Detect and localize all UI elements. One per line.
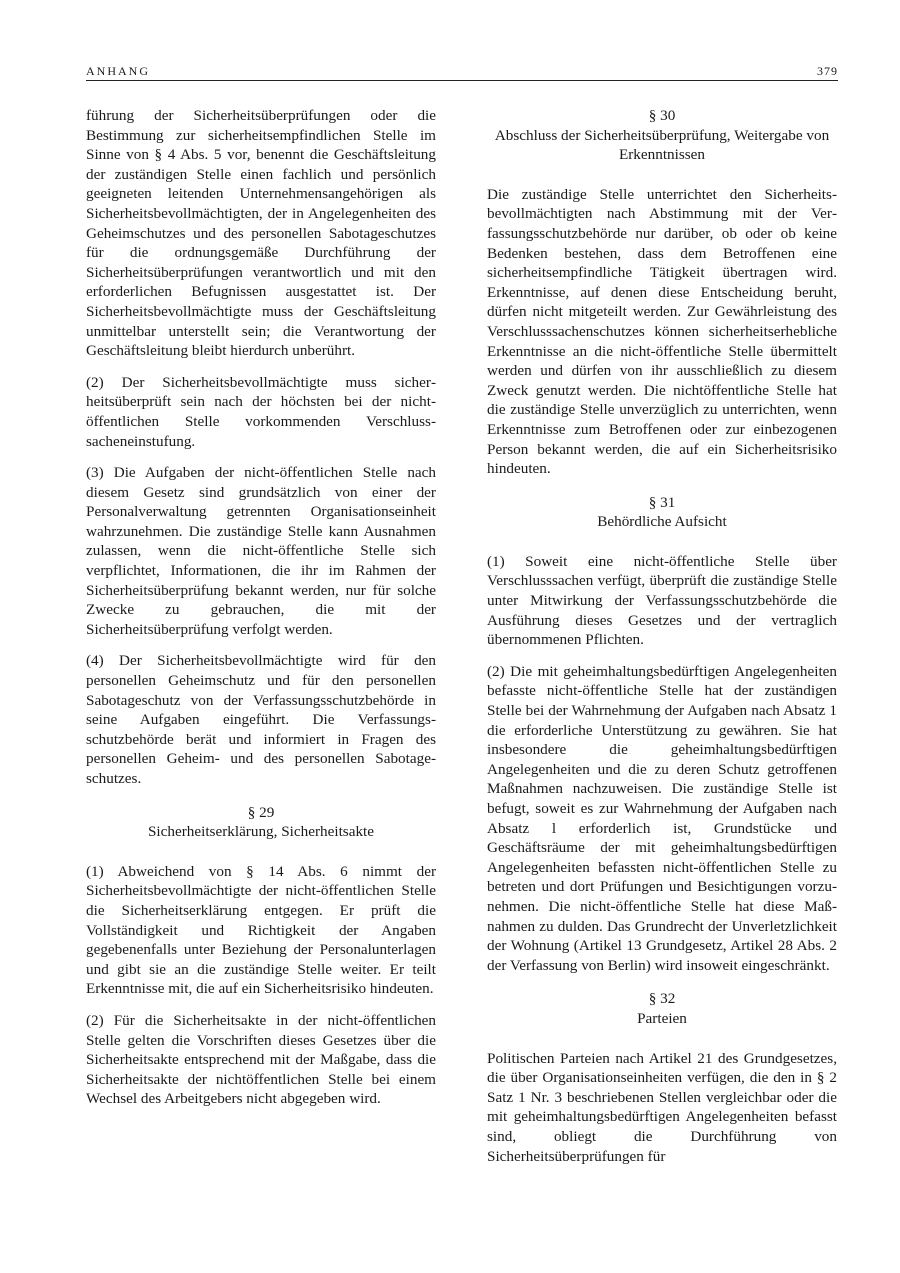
s31-paragraph-2: (2) Die mit geheimhaltungsbedürftigen Angelegenheiten befasste nicht-öffentliche Stelle hat der zuständigen Stelle bei der Wahrnehmung der Aufgaben nach Absatz 1 die erforderliche Unterstützung zu gewähren. Sie hat insbesondere die geheimhaltungsbedürftigen Angelegenheiten und die zu deren Schutz getroffenen Maßnahmen nachzuweisen. Die zuständige Stelle ist befugt, soweit es zur Wahrnehmung der Aufgaben nach Absatz l erforderlich ist, Grundstücke und Geschäftsräume der mit geheimhaltungsbedürftigen Angelegenheiten befassten nicht-öffentlichen Stelle zu betreten und dort Prüfungen und Besichtigungen vorzunehmen. Die nicht-öffentliche Stelle hat diese Maßnahmen zu dulden. Das Grundrecht der Unverletzlichkeit der Wohnung (Artikel 13 Grundgesetz, Artikel 28 Abs. 2 der Verfassung von Berlin) wird insoweit eingeschränkt.: [487, 662, 837, 974]
section-heading-30: [487, 106, 837, 165]
section-heading-29: [86, 803, 436, 842]
left-column: [86, 106, 436, 1121]
section-title: Sicherheitserklärung, Sicherheitsakte: [147, 823, 375, 841]
paragraph-2: (2) Der Sicherheitsbevollmächtigte muss sicherheitsüberprüft sein nach der höchsten bei der nichtöffentlichen Stelle vorkommenden Verschlusssacheneinstufung.: [86, 373, 436, 450]
section-title: Parteien: [637, 1009, 687, 1027]
section-number: § 29: [247, 803, 275, 821]
paragraph-continued: führung der Sicherheitsüberprüfungen oder die Bestimmung zur sicherheitsempfindlichen Stelle im Sinne von § 4 Abs. 5 vor, benennt die Geschäftsleitung der zuständigen Stelle einen fachlich und persönlich geeigneten leitenden Unternehmensangehörigen als Sicherheitsbevollmächtigten, der in Angelegenheiten des Geheimschutzes und des personellen Sabotageschutzes für die ordnungsgemäße Durchführung der Sicherheitsüberprüfungen verantwortlich und mit den erforderlichen Befugnissen ausgestattet ist. Der Sicherheitsbevollmächtigte muss der Geschäftsleitung unmittelbar unterstellt sein; die Verantwortung der Geschäftsleitung bleibt hierdurch unberührt.: [86, 107, 436, 360]
paragraph-4: (4) Der Sicherheitsbevollmächtigte wird für den personellen Geheimschutz und für den personellen Sabotageschutz von der Verfassungsschutzbehörde in seine Aufgaben eingeführt. Die Verfassungsschutzbehörde berät und informiert in Fragen des personellen Geheim- und des personellen Sabotageschutzes.: [86, 652, 436, 787]
paragraph-3: (3) Die Aufgaben der nicht-öffentlichen Stelle nach diesem Gesetz sind grundsätzlich von einer der Personalverwaltung getrennten Organisationseinheit wahrzunehmen. Die zuständige Stelle kann Ausnahmen zulassen, wenn die nicht-öffentliche Stelle sich verpflichtet, Informationen, die ihr im Rahmen der Sicherheitsüberprüfung bekannt werden, nur für solche Zwecke zu gebrauchen, die mit der Sicherheitsüberprüfung verfolgt werden.: [86, 464, 436, 638]
s29-paragraph-2: (2) Für die Sicherheitsakte in der nicht-öffentlichen Stelle gelten die Vorschriften dieses Gesetzes über die Sicherheitsakte entsprechend mit der Maßgabe, dass die Sicherheitsakte der nichtöffentlichen Stelle bei einem Wechsel des Arbeitgebers nicht abgegeben wird.: [86, 1011, 436, 1108]
section-heading-31: [487, 493, 837, 532]
section-number: § 31: [648, 493, 676, 511]
page-header: [86, 62, 838, 81]
s31-paragraph-1: (1) Soweit eine nicht-öffentliche Stelle über Verschlusssachen verfügt, überprüft die zuständige Stelle unter Mitwirkung der Verfassungsschutzbehörde die Ausführung dieses Gesetzes und der vertraglich übernommenen Pflichten.: [487, 552, 837, 649]
s30-paragraph-1: Die zuständige Stelle unterrichtet den Sicherheitsbevollmächtigten nach Abstimmung mit der Verfassungsschutzbehörde nur darüber, ob oder ob keine Bedenken bestehen, dass dem Betroffenen eine sicherheitsempfindliche Tätigkeit übertragen wird. Erkenntnisse, auf denen diese Entscheidung beruht, dürfen nicht mitgeteilt werden. Zur Gewährleistung des Verschlusssachenschutzes können sicherheitserhebliche Erkenntnisse an die nicht-öffentliche Stelle übermittelt werden und dürfen von ihr ausschließlich zu diesem Zweck genutzt werden. Die nichtöffentliche Stelle hat die zuständige Stelle unverzüglich zu unterrichten, wenn Erkenntnisse zum Betroffenen oder zur einbezogenen Person bekannt werden, die auf ein Sicherheitsrisiko hindeuten.: [487, 185, 837, 478]
page-number: 379: [817, 64, 838, 78]
section-number: § 30: [648, 107, 676, 124]
section-number: § 32: [648, 990, 676, 1008]
s29-paragraph-1: (1) Abweichend von § 14 Abs. 6 nimmt der Sicherheitsbevollmächtigte der nicht-öffentlichen Stelle die Sicherheitserklärung entgegen. Er prüft die Vollständigkeit und Richtigkeit der Angaben gegebenenfalls unter Beziehung der Personalunterlagen und gibt sie an die zuständige Stelle weiter. Er teilt Erkenntnisse mit, die auf ein Sicherheitsrisiko hindeuten.: [86, 862, 436, 998]
section-heading-32: [487, 989, 837, 1028]
s32-paragraph-1: Politischen Parteien nach Artikel 21 des Grundgesetzes, die über Organisationseinheiten verfügen, die den in § 2 Satz 1 Nr. 3 beschriebenen Stellen vergleichbar oder die mit geheimhaltungsbedürftigen Angelegenheiten befasst sind, obliegt die Durchführung von Sicherheitsüberprüfungen für: [487, 1049, 837, 1165]
section-title: Behördliche Aufsicht: [597, 513, 727, 531]
right-column: [487, 106, 837, 1178]
running-head: ANHANG: [86, 64, 150, 78]
section-title: Abschluss der Sicherheitsüberprüfung, Weitergabe von Erkenntnissen: [494, 126, 830, 164]
